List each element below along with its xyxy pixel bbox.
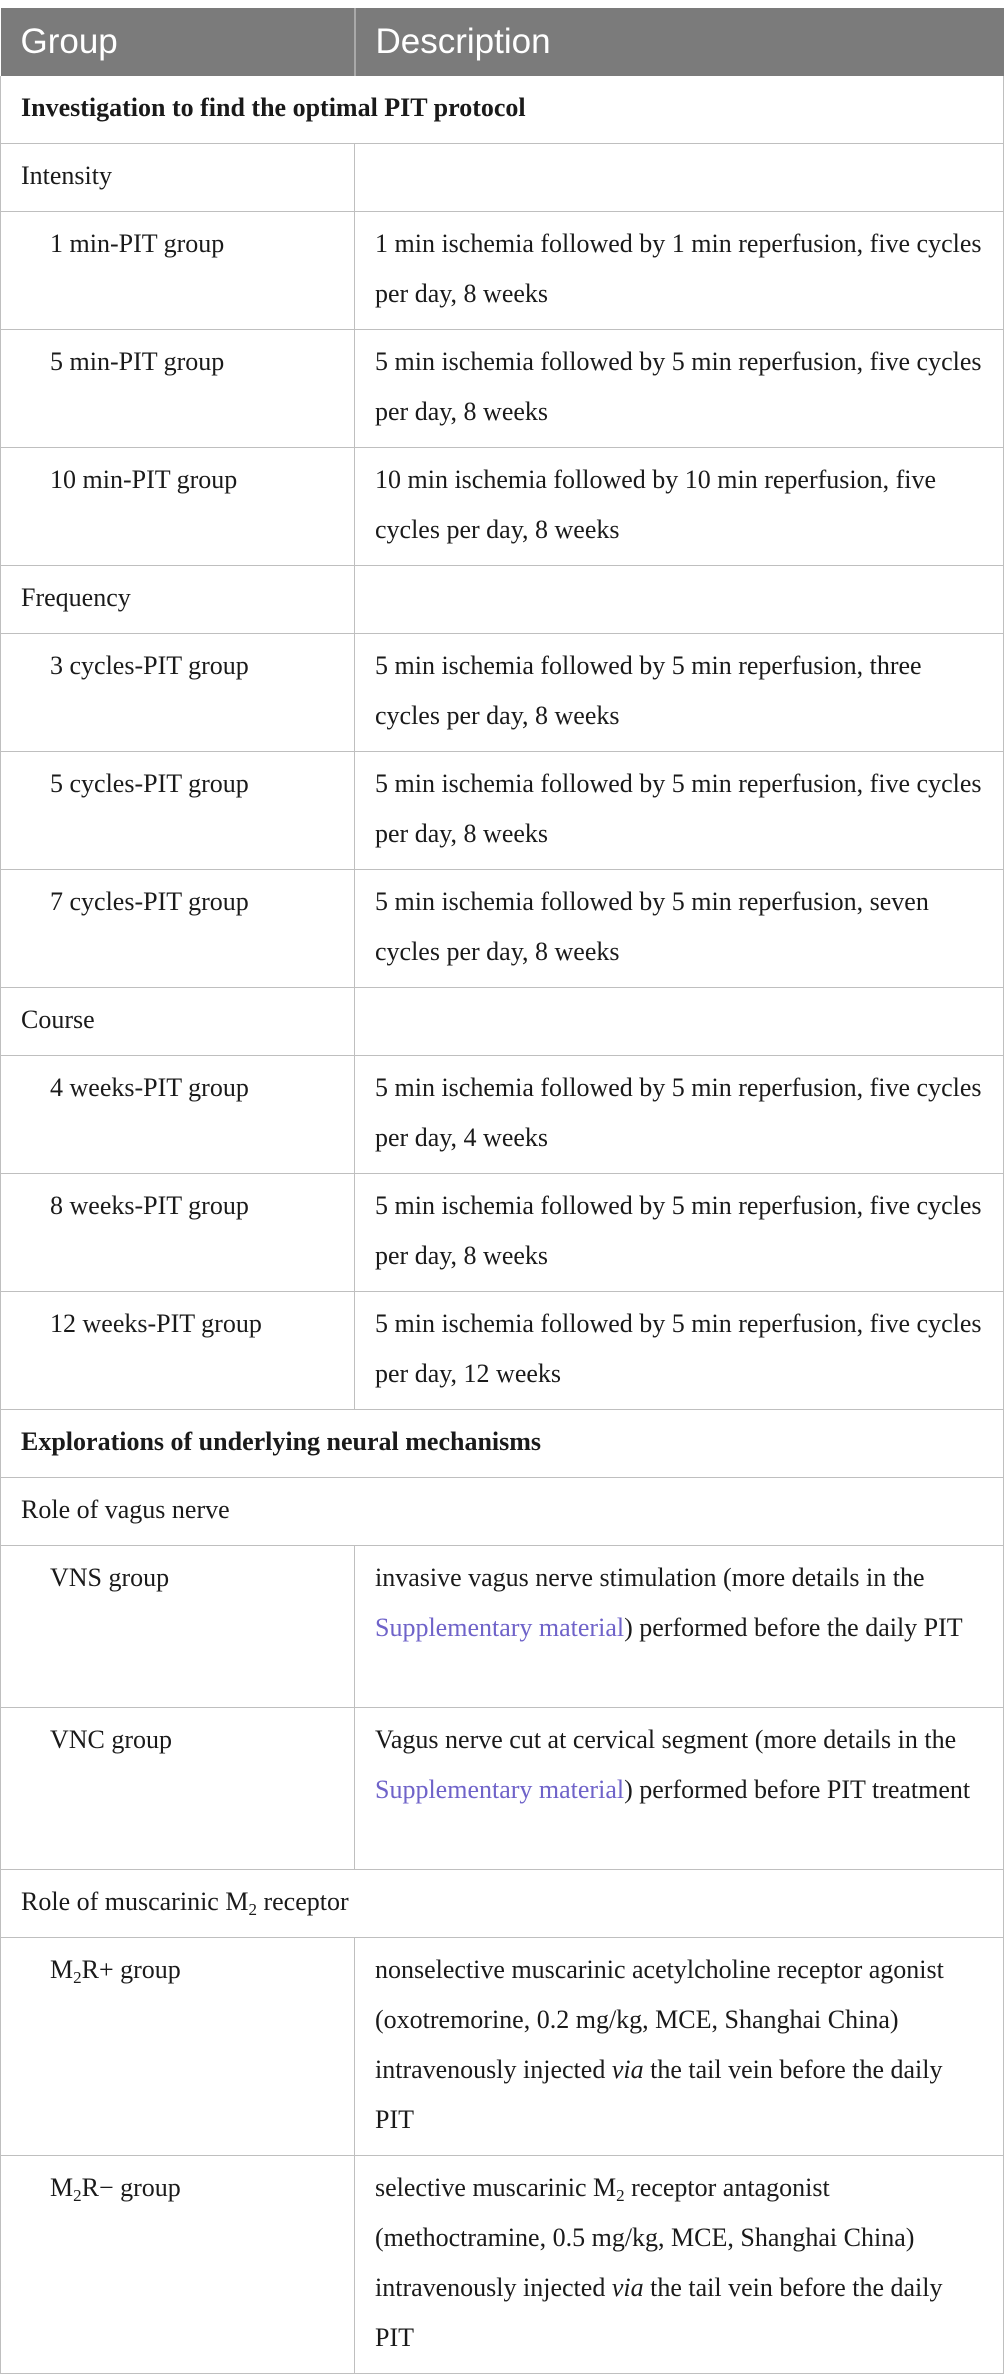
group-text: M [50,2173,74,2202]
table-header [1,8,1004,76]
description-italic: via [611,2055,644,2084]
group-cell: 12 weeks-PIT group [1,1292,355,1410]
group-cell: VNC group [1,1708,355,1870]
category-row-muscarinic-receptor [1,1870,1004,1938]
description-cell: 5 min ischemia followed by 5 min reperfusion, seven cycles per day, 8 weeks [355,870,1004,988]
subscript: 2 [616,2186,625,2205]
group-cell: 1 min-PIT group [1,212,355,330]
group-cell: 8 weeks-PIT group [1,1174,355,1292]
section-row-neural-mechanisms [1,1410,1004,1478]
description-cell: 5 min ischemia followed by 5 min reperfusion, five cycles per day, 8 weeks [355,1174,1004,1292]
group-text: R− group [81,2173,181,2202]
section-row-pit-protocol [1,76,1004,144]
table-row [1,1708,1004,1870]
category-row-intensity [1,144,1004,212]
header-row [1,8,1004,76]
header-group: Group [1,8,355,76]
category-label: Course [1,988,355,1056]
table-row [1,870,1004,988]
table-row [1,448,1004,566]
table-row [1,1292,1004,1410]
section-title: Investigation to find the optimal PIT protocol [1,76,1004,144]
description-text: nonselective muscarinic acetylcholine receptor agonist (oxotremorine, 0.2 mg/kg, MCE, Shanghai China) intravenously injected [375,1955,944,2084]
description-cell: 5 min ischemia followed by 5 min reperfusion, five cycles per day, 8 weeks [355,752,1004,870]
description-text: Vagus nerve cut at cervical segment (more details in the [375,1725,957,1754]
group-cell: 7 cycles-PIT group [1,870,355,988]
table-row [1,1546,1004,1708]
header-description: Description [355,8,1004,76]
description-cell [355,2156,1004,2374]
table-row [1,330,1004,448]
subscript: 2 [248,1900,257,1919]
description-cell: 1 min ischemia followed by 1 min reperfusion, five cycles per day, 8 weeks [355,212,1004,330]
description-cell [355,1708,1004,1870]
description-cell: 5 min ischemia followed by 5 min reperfusion, three cycles per day, 8 weeks [355,634,1004,752]
description-text: selective muscarinic M [375,2173,617,2202]
protocol-table-container [0,8,1004,2374]
description-text: ) performed before PIT treatment [624,1775,971,1804]
supplementary-material-link[interactable]: Supplementary material [375,1775,625,1804]
category-empty-cell [355,144,1004,212]
group-cell [1,1938,355,2156]
category-empty-cell [355,566,1004,634]
description-cell: 5 min ischemia followed by 5 min reperfusion, five cycles per day, 8 weeks [355,330,1004,448]
description-cell [355,1546,1004,1708]
group-cell: 5 cycles-PIT group [1,752,355,870]
category-empty-cell [355,988,1004,1056]
table-row [1,1056,1004,1174]
category-text: Role of muscarinic M [21,1887,249,1916]
category-label: Role of vagus nerve [1,1478,1004,1546]
group-cell: 3 cycles-PIT group [1,634,355,752]
description-cell: 10 min ischemia followed by 10 min reperfusion, five cycles per day, 8 weeks [355,448,1004,566]
table-row [1,752,1004,870]
section-title: Explorations of underlying neural mechanisms [1,1410,1004,1478]
category-row-course [1,988,1004,1056]
category-label: Frequency [1,566,355,634]
table-body [1,76,1004,2374]
category-row-vagus-nerve [1,1478,1004,1546]
description-cell [355,1938,1004,2156]
table-row [1,212,1004,330]
group-text: R+ group [81,1955,181,1984]
subscript: 2 [73,2186,82,2205]
table-row [1,1174,1004,1292]
table-row [1,634,1004,752]
description-cell: 5 min ischemia followed by 5 min reperfusion, five cycles per day, 4 weeks [355,1056,1004,1174]
group-cell [1,2156,355,2374]
group-cell: 10 min-PIT group [1,448,355,566]
subscript: 2 [73,1968,82,1987]
category-label: Intensity [1,144,355,212]
category-text: receptor [256,1887,349,1916]
description-text: ) performed before the daily PIT [624,1613,963,1642]
group-cell: 5 min-PIT group [1,330,355,448]
group-text: M [50,1955,74,1984]
description-text: invasive vagus nerve stimulation (more details in the [375,1563,925,1592]
description-text: receptor antagonist (methoctramine, 0.5 mg/kg, MCE, Shanghai China) intravenously injected [375,2173,915,2302]
description-text: the tail vein before the daily PIT [375,2273,943,2352]
table-row [1,2156,1004,2374]
supplementary-material-link[interactable]: Supplementary material [375,1613,625,1642]
table-row [1,1938,1004,2156]
category-row-frequency [1,566,1004,634]
description-italic: via [611,2273,644,2302]
description-cell: 5 min ischemia followed by 5 min reperfusion, five cycles per day, 12 weeks [355,1292,1004,1410]
group-cell: 4 weeks-PIT group [1,1056,355,1174]
protocol-table [0,8,1004,2374]
category-label [1,1870,1004,1938]
group-cell: VNS group [1,1546,355,1708]
description-text: the tail vein before the daily PIT [375,2055,943,2134]
